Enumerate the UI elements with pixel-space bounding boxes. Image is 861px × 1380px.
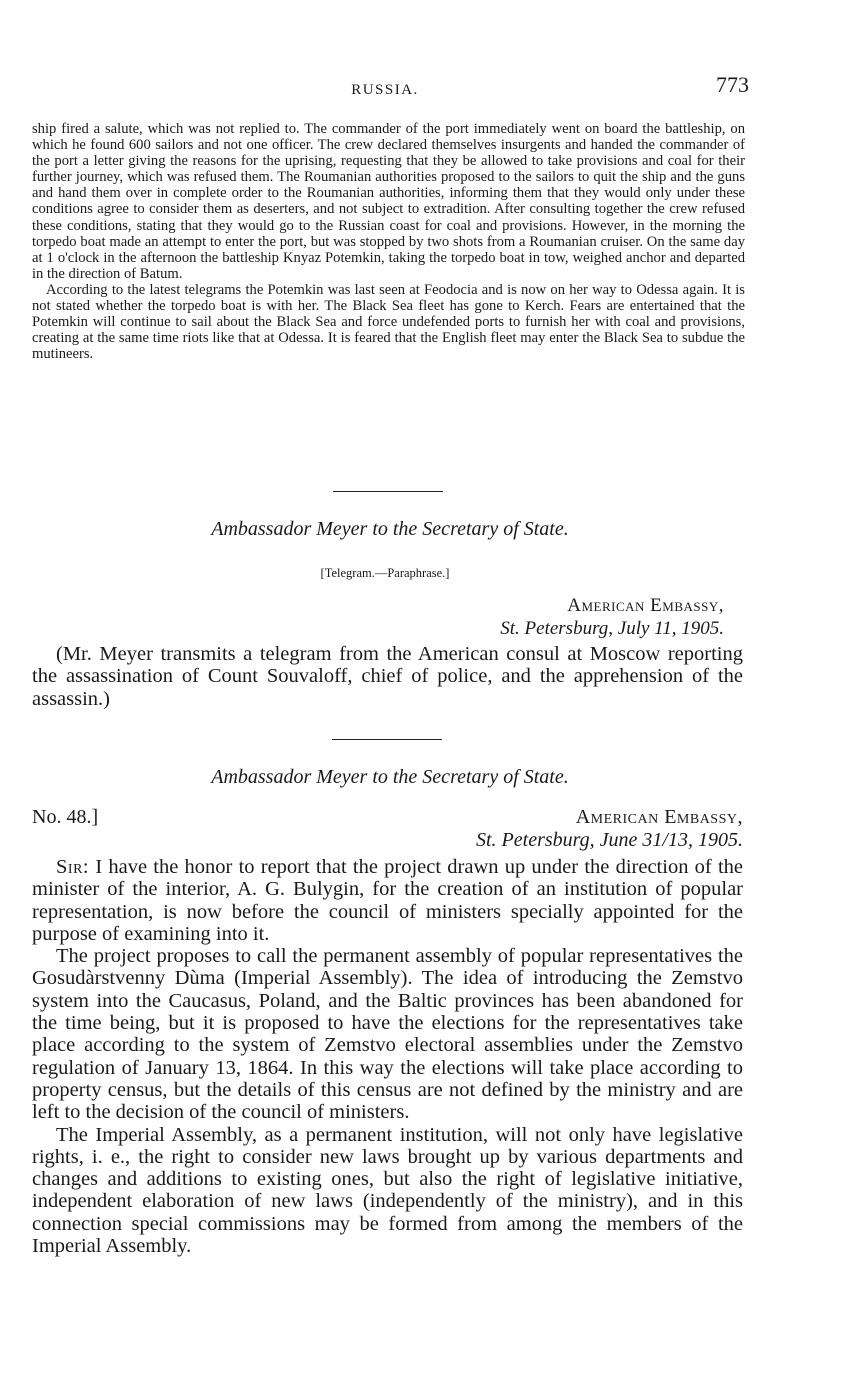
doc2-paragraph-2: The project proposes to call the permanent assembly of popular representatives the Gosudàrstvenny Dùma (Imperial Assembly). The idea of introducing the Zemstvo system into the Caucasus, Poland, and the Baltic provinces has been abandoned for the time being, but it is proposed to have the elections for the representatives take place according to the system of Zemstvo electoral assemblies under the Zemstvo regulation of January 13, 1864. In this way the elections will take place according to property census, but the details of this census are not defined by the ministry and are left to the decision of the council of ministers. [32,945,743,1124]
doc1-heading: Ambassador Meyer to the Secretary of State. [211,518,569,540]
section1-paragraph-2: According to the latest telegrams the Potemkin was last seen at Feodocia and is now on her way to Odessa again. It is not stated whether the torpedo boat is with her. The Black Sea fleet has gone to Kerch. Fears are entertained that the Potemkin will continue to sail about the Black Sea and force undefended ports to furnish her with coal and provisions, creating at the same time riots like that at Odessa. It is feared that the English fleet may enter the Black Sea to subdue the mutineers. [32,281,745,363]
section-divider-2 [332,739,442,740]
doc2-place-date: St. Petersburg, June 31/13, 1905. [475,829,743,851]
section1-text [32,121,745,362]
doc1-body [32,643,743,710]
doc1-embassy: American Embassy, [567,595,724,616]
doc2-embassy: American Embassy, [575,806,743,828]
doc2-heading: Ambassador Meyer to the Secretary of State. [211,766,569,788]
doc2-dateline [32,806,743,854]
doc2-paragraph-3: The Imperial Assembly, as a permanent institution, will not only have legislative rights, i. e., the right to consider new laws brought up by various departments and changes and additions to existing ones, but also the right of legislative initiative, independent elaboration of new laws (independently of the ministry), and in this connection special commissions may be formed from among the members of the Imperial Assembly. [32,1123,743,1258]
doc2-paragraph-1-text: I have the honor to report that the project drawn up under the direction of the minister of the interior, A. G. Bulygin, for the creation of an institution of popular representation, is now before the council of ministers specially appointed for the purpose of examining into it. [32,856,744,945]
doc2-number: No. 48.] [32,806,99,828]
doc1-body-text: (Mr. Meyer transmits a telegram from the American consul at Moscow reporting the assassination of Count Souvaloff, chief of police, and the apprehension of the assassin.) [32,643,743,710]
doc2-body [32,856,743,1257]
page-number: 773 [716,72,749,97]
doc1-telegram-note: [Telegram.—Paraphrase.] [320,566,450,580]
doc1-place-date: St. Petersburg, July 11, 1905. [500,618,724,639]
section1-paragraph-1: ship fired a salute, which was not replied to. The commander of the port immediately went on board the battleship, on which he found 600 sailors and not one officer. The crew declared themselves insurgents and handed the commander of the port a letter giving the reasons for the uprising, requesting that they be allowed to take provisions and coal for their further journey, which was refused them. The Roumanian authorities proposed to the sailors to quit the ship and the guns and hand them over in complete order to the Roumanian authorities, informing them that they would only under these conditions agree to consider them as deserters, and not subject to extradition. After consulting together the crew refused these conditions, stating that they would go to the Russian coast for coal and provisions. However, in the morning the torpedo boat made an attempt to enter the port, but was stopped by two shots from a Roumanian cruiser. On the same day at 1 o'clock in the afternoon the battleship Knyaz Potemkin, taking the torpedo boat in tow, weighed anchor and departed in the direction of Batum. [32,121,745,282]
doc2-embassy-block [476,806,743,852]
running-head [0,70,861,100]
doc2-salutation: Sir: [56,856,90,878]
section-divider-1 [333,491,443,492]
running-head-title: RUSSIA. [351,82,419,98]
doc1-dateline [500,594,724,640]
doc2-paragraph-1 [32,856,743,945]
